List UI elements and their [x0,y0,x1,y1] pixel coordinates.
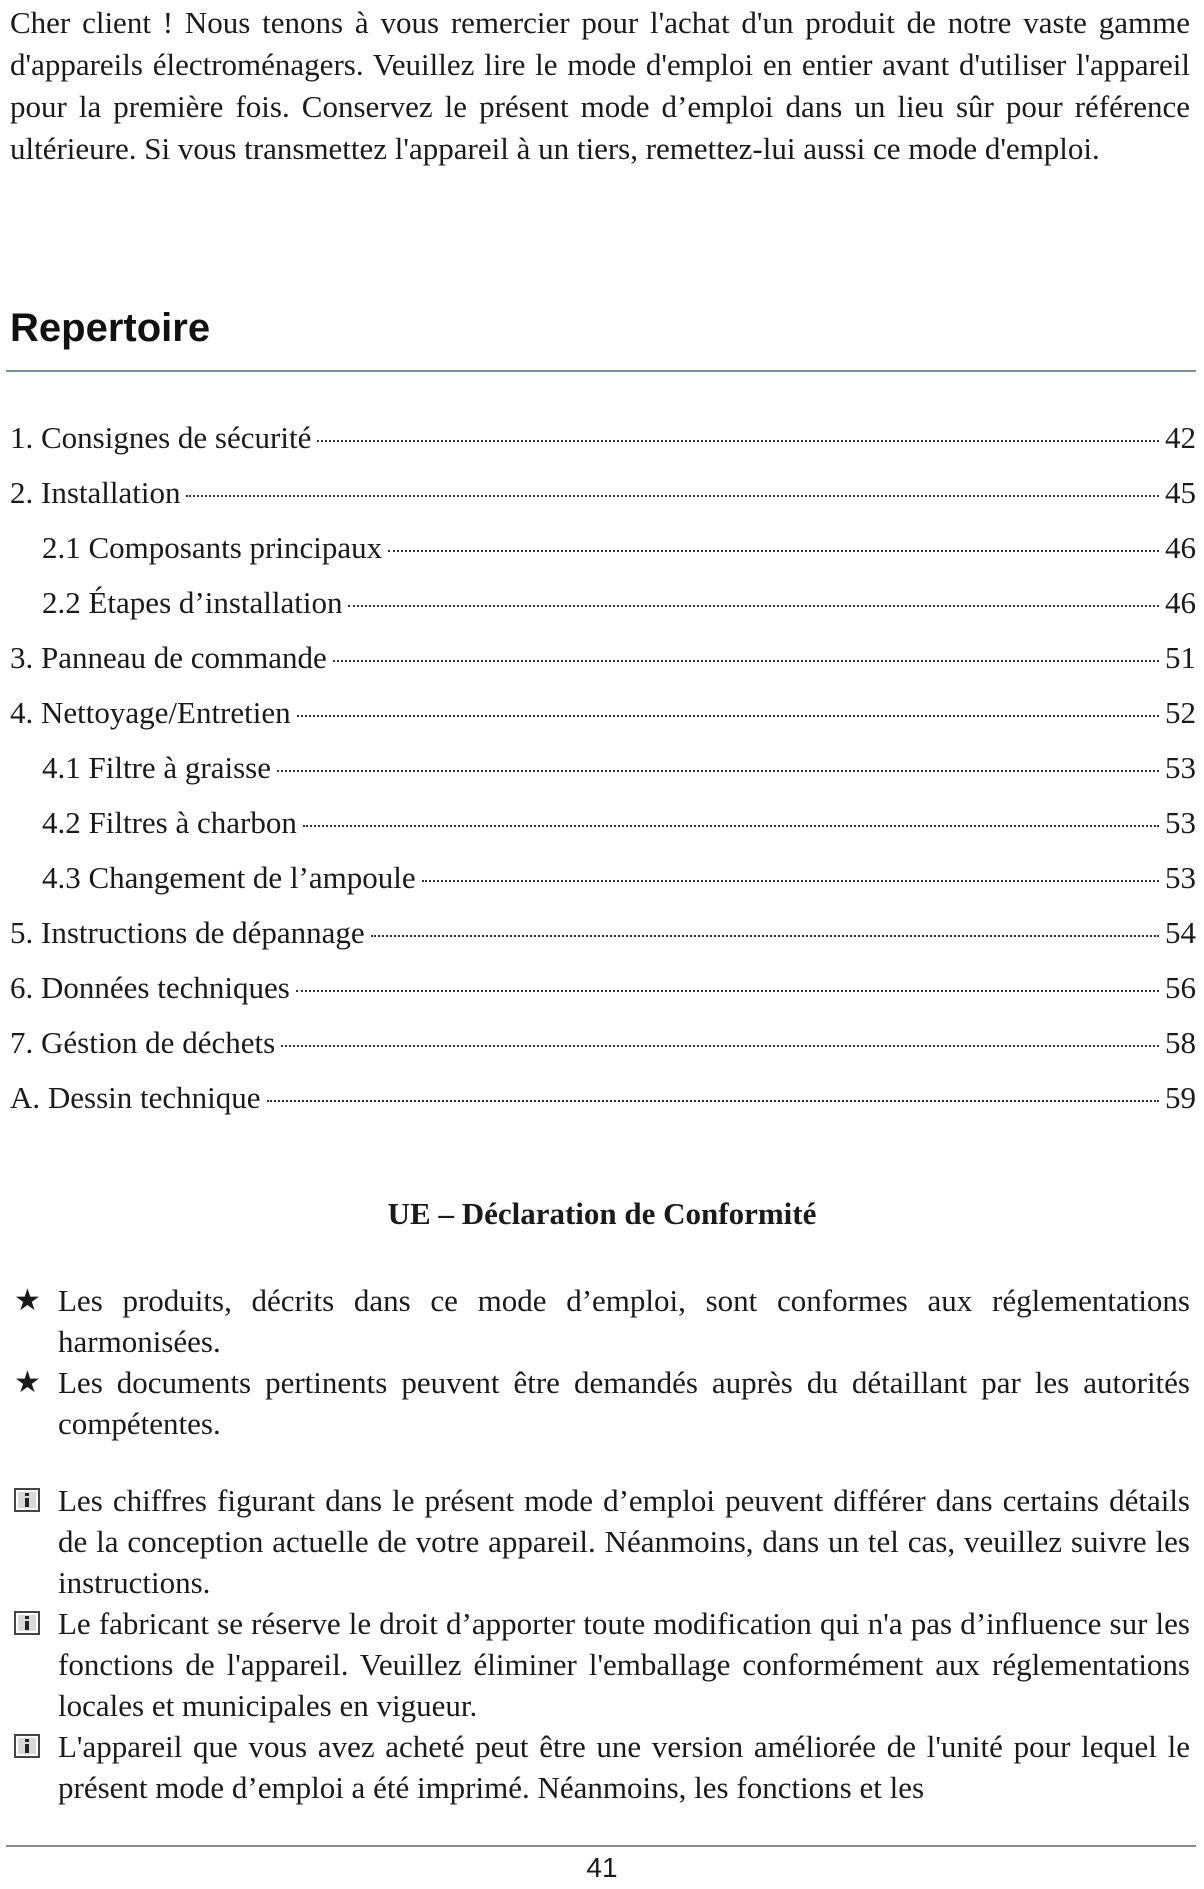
toc-subentry[interactable] [10,795,1196,850]
toc-entry-page: 53 [1165,750,1196,785]
toc-entry[interactable] [10,465,1196,520]
toc-entry[interactable] [10,410,1196,465]
table-of-contents [10,410,1196,1125]
intro-paragraph: Cher client ! Nous tenons à vous remercier pour l'achat d'un produit de notre vaste gamme d'appareils électroménagers. Veuillez lire le mode d'emploi en entier avant d'utiliser l'appareil pour la première fois. Conservez le présent mode d’emploi dans un lieu sûr pour référence ultérieure. Si vous transmettez l'appareil à un tiers, remettez-lui aussi ce mode d'emploi. [10,5,1190,166]
toc-subentry[interactable] [10,740,1196,795]
info-note-text: Le fabricant se réserve le droit d’apporter toute modification qui n'a pas d’influence sur les fonctions de l'appareil. Veuillez éliminer l'emballage conformément aux réglementations locales et municipales en vigueur. [58,1606,1190,1723]
toc-entry-label: 4.2 Filtres à charbon [42,805,297,840]
toc-entry-page: 56 [1165,970,1196,1005]
conformity-heading: UE – Déclaration de Conformité [387,1196,817,1231]
toc-leader-dots [281,1045,1159,1047]
toc-entry[interactable] [10,1070,1196,1125]
toc-entry-page: 59 [1165,1080,1196,1115]
toc-entry-label: 4. Nettoyage/Entretien [10,695,291,730]
info-note-text: Les chiffres figurant dans le présent mode d’emploi peuvent différer dans certains détails de la conception actuelle de votre appareil. Néanmoins, dans un tel cas, veuillez suivre les instructions. [58,1483,1190,1600]
toc-leader-dots [303,825,1159,827]
toc-entry-label: 2. Installation [10,475,181,510]
info-note-text: L'appareil que vous avez acheté peut être une version améliorée de l'unité pour lequel le présent mode d’emploi a été imprimé. Néanmoins, les fonctions et les [58,1729,1190,1805]
toc-subentry[interactable] [10,520,1196,575]
toc-entry-page: 53 [1165,805,1196,840]
toc-entry-label: 2.2 Étapes d’installation [42,585,343,620]
info-icon [14,1734,40,1758]
toc-entry-label: 1. Consignes de sécurité [10,420,312,455]
toc-subentry[interactable] [10,575,1196,630]
info-icon [14,1488,40,1512]
toc-entry-page: 51 [1165,640,1196,675]
conformity-item-text: Les documents pertinents peuvent être demandés auprès du détaillant par les autorités compétentes. [58,1365,1190,1441]
toc-divider [6,370,1196,372]
toc-entry-page: 42 [1165,420,1196,455]
toc-entry-label: A. Dessin technique [10,1080,261,1115]
toc-leader-dots [388,550,1159,552]
info-icon [14,1611,40,1635]
toc-entry-label: 3. Panneau de commande [10,640,327,675]
conformity-item-text: Les produits, décrits dans ce mode d’emploi, sont conformes aux réglementations harmonisées. [58,1283,1190,1359]
toc-entry-label: 5. Instructions de dépannage [10,915,365,950]
toc-entry-label: 4.3 Changement de l’ampoule [42,860,416,895]
toc-leader-dots [297,715,1159,717]
toc-leader-dots [296,990,1159,992]
toc-entry-page: 46 [1165,585,1196,620]
conformity-item [10,1280,1190,1362]
toc-title: Repertoire [10,306,211,350]
toc-leader-dots [267,1100,1159,1102]
toc-leader-dots [333,660,1159,662]
star-bullet-icon: ★ [14,1283,41,1318]
toc-leader-dots [186,495,1159,497]
info-note [10,1480,1190,1603]
conformity-list [10,1280,1190,1444]
toc-leader-dots [317,440,1159,442]
toc-entry[interactable] [10,685,1196,740]
info-note [10,1603,1190,1726]
toc-entry[interactable] [10,960,1196,1015]
toc-entry-label: 6. Données techniques [10,970,290,1005]
info-notes [10,1480,1190,1808]
toc-entry-label: 2.1 Composants principaux [42,530,383,565]
footer-divider [6,1845,1196,1847]
toc-leader-dots [348,605,1159,607]
toc-leader-dots [277,770,1159,772]
toc-entry[interactable] [10,905,1196,960]
toc-entry-page: 45 [1165,475,1196,510]
toc-entry-page: 54 [1165,915,1196,950]
toc-leader-dots [422,880,1159,882]
toc-entry-page: 53 [1165,860,1196,895]
toc-entry-page: 58 [1165,1025,1196,1060]
toc-leader-dots [371,935,1159,937]
page-number: 41 [586,1852,618,1883]
star-bullet-icon: ★ [14,1365,41,1400]
toc-entry[interactable] [10,630,1196,685]
toc-entry-label: 4.1 Filtre à graisse [42,750,272,785]
conformity-item [10,1362,1190,1444]
toc-entry-page: 46 [1165,530,1196,565]
toc-entry[interactable] [10,1015,1196,1070]
toc-entry-label: 7. Géstion de déchets [10,1025,276,1060]
toc-entry-page: 52 [1165,695,1196,730]
toc-subentry[interactable] [10,850,1196,905]
info-note [10,1726,1190,1808]
